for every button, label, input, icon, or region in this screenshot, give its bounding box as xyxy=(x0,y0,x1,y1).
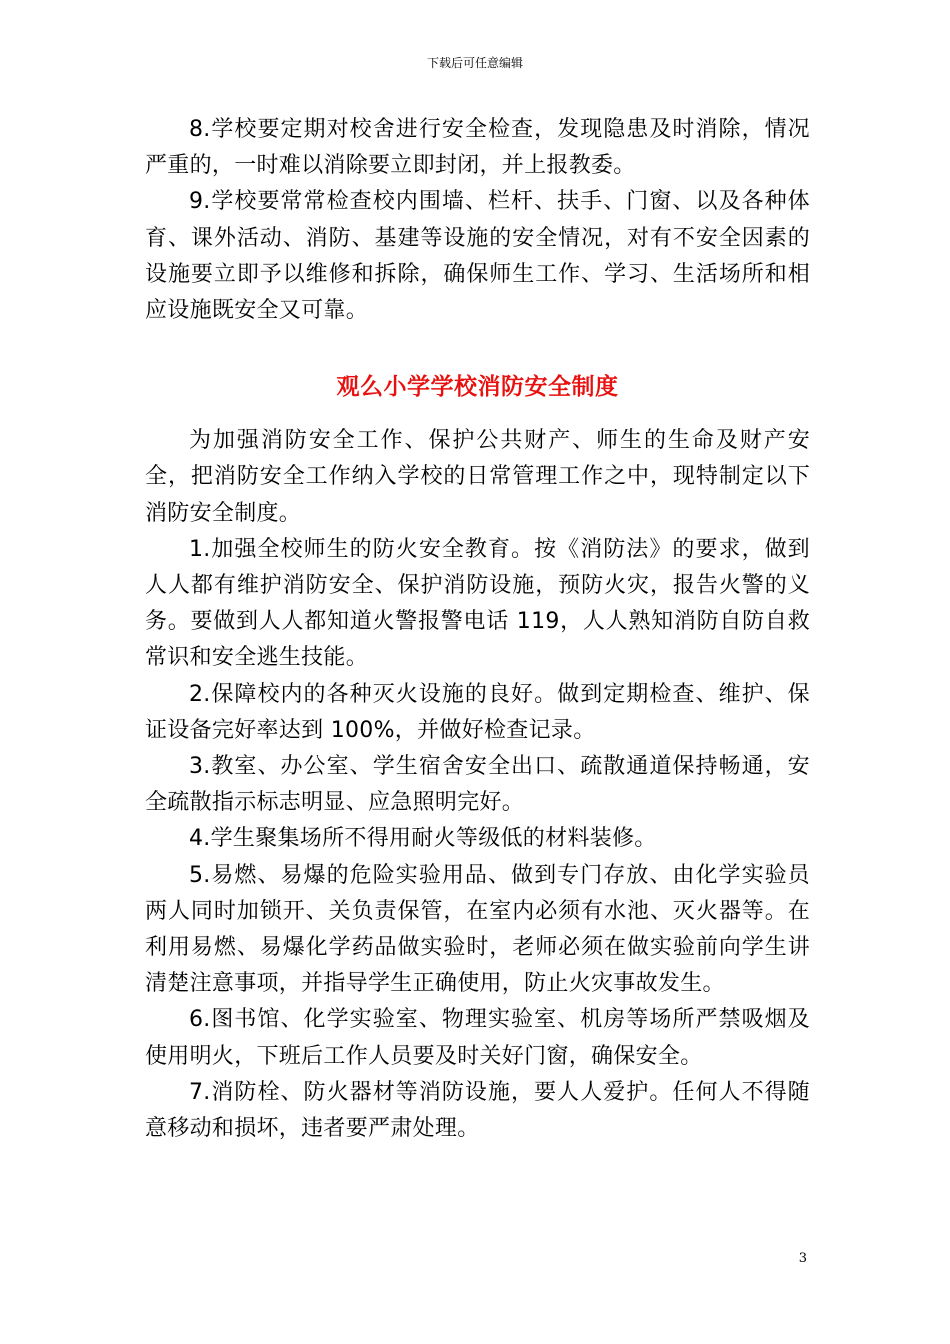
section-title: 观么小学学校消防安全制度 xyxy=(336,374,619,401)
section-item-7: 7.消防栓、防火器材等消防设施，要人人爱护。任何人不得随意移动和损坏，违者要严肃处理。 xyxy=(145,1079,810,1142)
paragraph-item-9: 9.学校要常常检查校内围墙、栏杆、扶手、门窗、以及各种体育、课外活动、消防、基建等设施的安全情况，对有不安全因素的设施要立即予以维修和拆除，确保师生工作、学习、生活场所和相应设施既安全又可靠。 xyxy=(145,189,810,324)
section-item-5: 5.易燃、易爆的危险实验用品、做到专门存放、由化学实验员两人同时加锁开、关负责保管，在室内必须有水池、灭火器等。在利用易燃、易爆化学药品做实验时，老师必须在做实验前向学生讲清楚注意事项，并指导学生正确使用，防止火灾事故发生。 xyxy=(145,862,810,997)
section-item-6: 6.图书馆、化学实验室、物理实验室、机房等场所严禁吸烟及使用明火，下班后工作人员要及时关好门窗，确保安全。 xyxy=(145,1007,810,1069)
section-item-4: 4.学生聚集场所不得用耐火等级低的材料装修。 xyxy=(189,826,657,852)
section-item-1: 1.加强全校师生的防火安全教育。按《消防法》的要求，做到人人都有维护消防安全、保护消防设施，预防火灾，报告火警的义务。要做到人人都知道火警报警电话 119，人人熟知消防自防自救常识和安全逃生技能。 xyxy=(145,536,810,671)
document-body xyxy=(145,112,810,1147)
page-number: 3 xyxy=(798,1251,807,1266)
section-item-3: 3.教室、办公室、学生宿舍安全出口、疏散通道保持畅通，安全疏散指示标志明显、应急照明完好。 xyxy=(145,754,810,816)
section-intro-paragraph: 为加强消防安全工作、保护公共财产、师生的生命及财产安全，把消防安全工作纳入学校的日常管理工作之中，现特制定以下消防安全制度。 xyxy=(145,428,810,526)
header-note: 下载后可任意编辑 xyxy=(426,56,523,70)
section-item-2: 2.保障校内的各种灭火设施的良好。做到定期检查、维护、保证设备完好率达到 100%，并做好检查记录。 xyxy=(145,681,810,743)
paragraph-item-8: 8.学校要定期对校舍进行安全检查，发现隐患及时消除，情况严重的，一时难以消除要立即封闭，并上报教委。 xyxy=(145,117,810,179)
